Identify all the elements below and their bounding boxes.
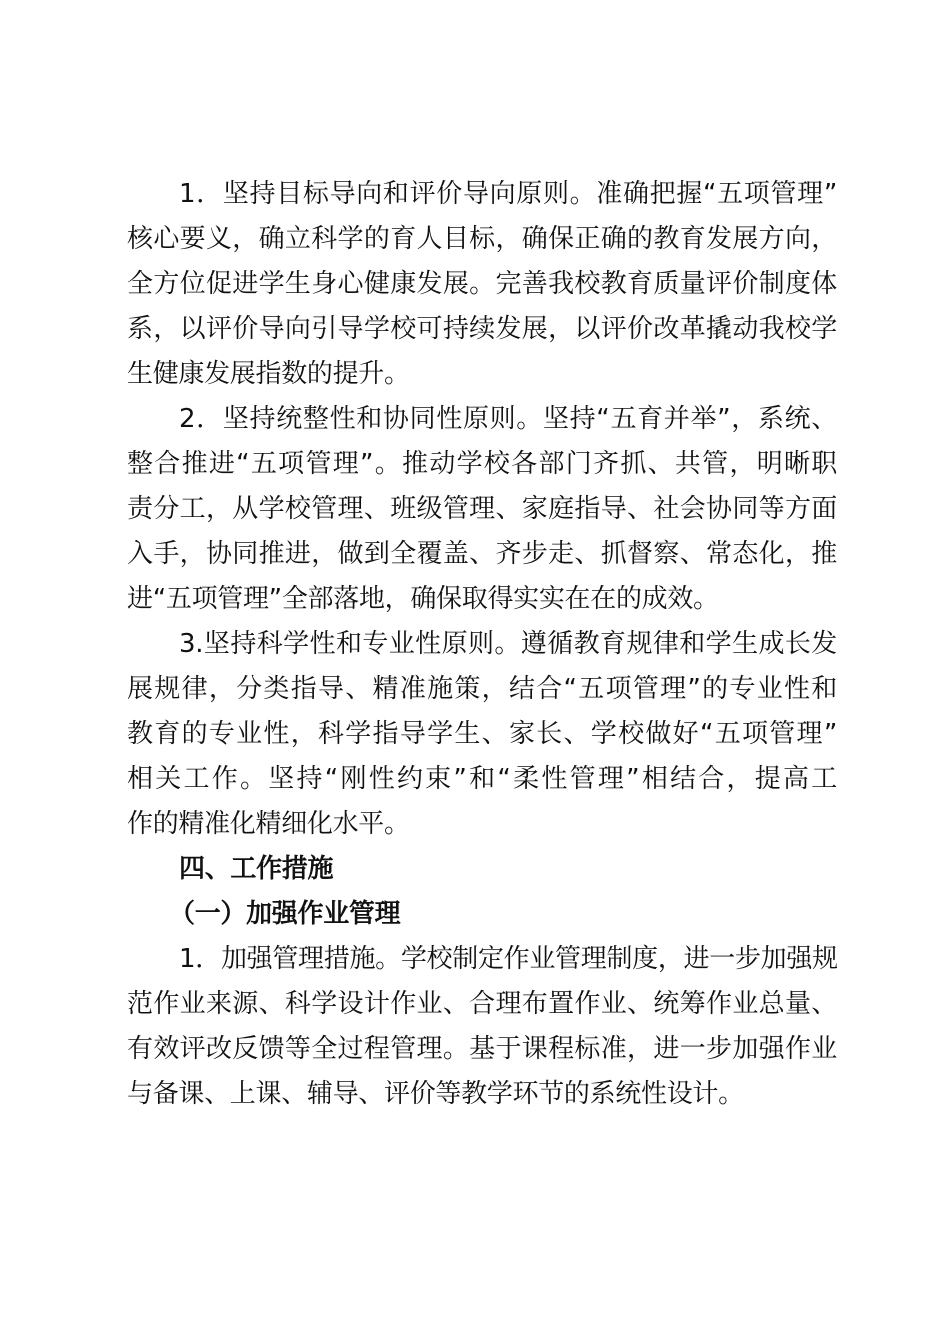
paragraph-line: 有效评改反馈等全过程管理。基于课程标准，进一步加强作业 (127, 1034, 837, 1064)
subsection-heading: （一）加强作业管理 (169, 899, 401, 929)
paragraph-principle-2 (127, 397, 837, 622)
paragraph-line: 相关工作。坚持“刚性约束”和“柔性管理”相结合，提高工 (127, 764, 837, 794)
paragraph-line: 责分工，从学校管理、班级管理、家庭指导、社会协同等方面 (127, 494, 837, 524)
paragraph-principle-1 (127, 172, 837, 397)
document-body (127, 172, 837, 1117)
paragraph-line: 核心要义，确立科学的育人目标，确保正确的教育发展方向， (127, 224, 837, 254)
paragraph-line: 进“五项管理”全部落地，确保取得实实在在的成效。 (127, 584, 719, 614)
paragraph-line: 生健康发展指数的提升。 (127, 359, 410, 389)
paragraph-line: 与备课、上课、辅导、评价等教学环节的系统性设计。 (127, 1079, 744, 1109)
section-heading: 四、工作措施 (179, 854, 334, 884)
paragraph-line: 作的精准化精细化水平。 (127, 809, 410, 839)
paragraph-measure-1 (127, 937, 837, 1117)
paragraph-line: 展规律，分类指导、精准施策，结合“五项管理”的专业性和 (127, 674, 837, 704)
paragraph-line: 1．加强管理措施。学校制定作业管理制度，进一步加强规 (179, 944, 838, 974)
paragraph-line: 入手，协同推进，做到全覆盖、齐步走、抓督察、常态化，推 (127, 539, 837, 569)
paragraph-line: 3.坚持科学性和专业性原则。遵循教育规律和学生成长发 (179, 629, 837, 659)
paragraph-principle-3 (127, 622, 837, 847)
paragraph-line: 全方位促进学生身心健康发展。完善我校教育质量评价制度体 (127, 269, 837, 299)
paragraph-line: 1．坚持目标导向和评价导向原则。准确把握“五项管理” (179, 179, 837, 209)
paragraph-line: 整合推进“五项管理”。推动学校各部门齐抓、共管，明晰职 (127, 449, 837, 479)
paragraph-line: 范作业来源、科学设计作业、合理布置作业、统筹作业总量、 (127, 989, 837, 1019)
paragraph-line: 2．坚持统整性和协同性原则。坚持“五育并举”，系统、 (179, 404, 837, 434)
paragraph-line: 教育的专业性，科学指导学生、家长、学校做好“五项管理” (127, 719, 837, 749)
paragraph-line: 系，以评价导向引导学校可持续发展，以评价改革撬动我校学 (127, 314, 837, 344)
